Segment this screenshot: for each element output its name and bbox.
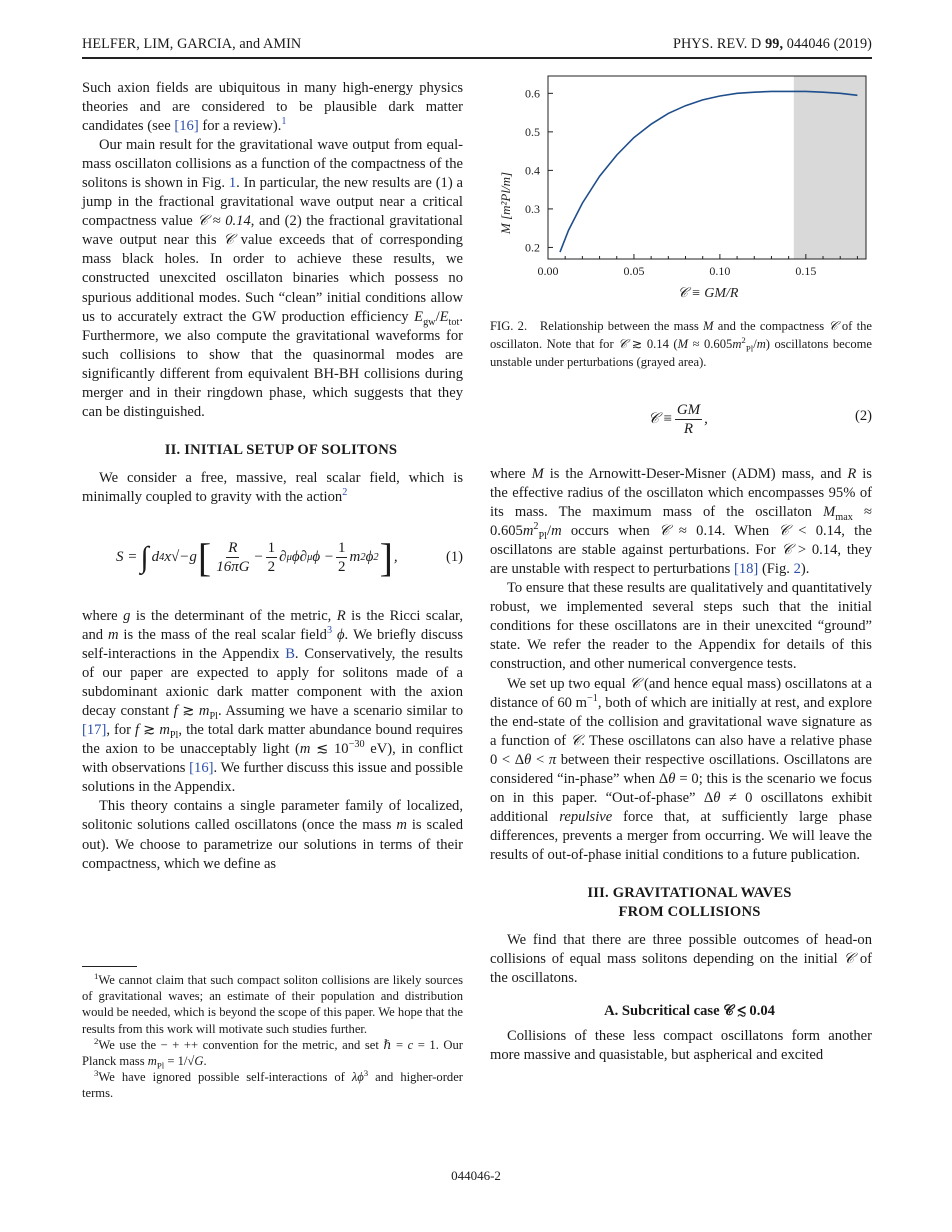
header-article: 044046 (2019) [786,36,872,52]
y-tick-label: 0.3 [525,201,540,216]
footnotes [82,972,463,1102]
section-3-title-line-1: III. GRAVITATIONAL WAVES [587,884,792,901]
section-2-title: II. INITIAL SETUP OF SOLITONS [164,441,398,458]
figure-2-caption: FIG. 2. Relationship between the mass M and the compactness 𝒞 of the oscillaton. Note that for 𝒞 ≳ 0.14 $(M \approx 0.605m^2_{Pl}/m)$ oscillatons become unstable under perturbations (grayed area). [490,319,873,370]
x-axis-label: 𝒞 ≡ GM/R [677,286,739,301]
paragraph-oscillatons: This theory contains a single parameter family of localized, solitonic solutions called oscillatons (once the mass m is scaled out). We choose to parametrize our solutions in terms of their compactness, which we define as [82,798,463,872]
header-citation [673,36,872,53]
footnote-1: $^1$We cannot claim that such compact soliton collisions are likely sources of gravitational waves; an estimate of their population and distribution would be needed, which is beyond the scope of this paper. We hope that the results from this work will motivate such studies further. [82,970,463,1036]
footnote-3-link[interactable]: 3 [326,625,333,637]
equation-2-body: 𝒞 ≡ $\frac{GM}{R}$ , [648,401,708,437]
caption-label: FIG. 2. [490,319,528,333]
page-number: 044046-2 [451,1168,501,1183]
paragraph-metric: where g is the determinant of the metric, R is the Ricci scalar, and m is the mass of the real scalar field$^3$ ϕ. We briefly discuss self-interactions in the Appendix B. Conservatively, the results of our paper are expected to apply for solitons made of a subdominant axionic dark matter component with the axion decay constant f ≳ $m_{Pl}$. Assuming we have a scenario similar to [17], for f ≳ $m_{Pl}$, the total dark matter abundance bound requires the axion to be unacceptably light (m ≲ $10^{-30}$ eV), in conflict with observations [16]. We further discuss this issue and possible solutions in the Appendix. [82,607,464,796]
appendix-b-link[interactable]: B [285,646,295,663]
y-tick-label: 0.6 [525,86,540,101]
ref-16-link[interactable]: [16] [174,118,199,135]
header-authors: HELFER, LIM, GARCIA, and AMIN [82,36,302,52]
y-axis-label: M [m²Pl/m] [498,171,513,235]
x-tick-label: 0.00 [537,264,559,278]
x-tick-label: 0.05 [623,264,645,278]
header-journal: PHYS. REV. D [672,36,762,52]
x-tick-label: 0.15 [795,264,817,278]
y-tick-label: 0.5 [525,124,540,139]
equation-2-number: (2) [854,408,872,424]
y-tick-label: 0.2 [525,240,540,255]
equation-1-number: (1) [445,548,463,565]
equation-1 [82,529,463,587]
ref-16-link-2[interactable]: [16] [189,760,214,777]
paragraph-robustness: To ensure that these results are qualitatively and quantitatively robust, we implemented several steps such that the initial conditions for these oscillatons are in their unexcited “ground” state. We refer the reader to the Appendix for details of this construction, and other numerical convergence tests. [490,580,872,673]
paragraph-setup: We set up two equal 𝒞 (and hence equal mass) oscillatons at a distance of 60 $m^{-1}$, both of which are initially at rest, and explore the end-state of the collision and gravitational wave signature as a function of 𝒞. These oscillatons can also have a relative phase 0 < Δθ < π between their respective oscillations. Oscillatons are considered “in-phase” when Δθ = 0; this is the scenario we focus on in this paper. “Out-of-phase” Δθ ≠ 0 oscillatons exhibit additional repulsive force that, at sufficiently large phase differences, prevents a merger from occurring. We will leave the results of out-of-phase initial conditions to a future publication. [490,675,873,863]
equation-2 [490,388,872,450]
ref-18-link[interactable]: [18] [733,561,759,578]
section-3-title-line-2: FROM COLLISIONS [618,903,761,920]
paragraph-action: We consider a free, massive, real scalar field, which is minimally coupled to gravity with the action$^2$ [82,469,463,505]
mass-compactness-chart [490,68,872,308]
fig-2-link[interactable]: 2 [793,561,801,578]
paragraph-axion: Such axion fields are ubiquitous in many high-energy physics theories and are considered to be plausible dark matter candidates (see [16] for a review).$^1$ [82,80,463,135]
footnote-1-link[interactable]: 1 [281,116,287,128]
paragraph-adm-mass: where M is the Arnowitt-Deser-Misner (ADM) mass, and R is the effective radius of the oscillaton which encompasses 95% of its mass. The maximum mass of the oscillaton $M_{max} \approx 0.605m^2_{Pl}/m$ occurs when 𝒞 ≈ 0.14. When 𝒞 < 0.14, the oscillatons are stable against perturbations. For 𝒞 > 0.14, they are unstable with respect to perturbations [18] (Fig. 2). [490,466,872,578]
footnote-rule [82,966,137,967]
footnote-2-link[interactable]: 2 [342,487,348,499]
x-tick-label: 0.10 [709,264,731,278]
unstable-region-shading [794,76,866,259]
footnote-3: $^3$We have ignored possible self-interactions of $\lambda\phi^3$ and higher-order terms. [82,1068,464,1101]
ref-17-link[interactable]: [17] [82,722,107,739]
header-rule [82,57,872,59]
running-header [82,36,872,56]
paragraph-subcritical: Collisions of these less compact oscillatons form another more massive and quasistable, but aspherical and excited [490,1028,872,1064]
y-tick-label: 0.4 [525,163,540,178]
figure-2 [490,68,872,308]
subsection-a-title: A. Subcritical case 𝒞 ≲ 0.04 [604,1003,775,1020]
footnote-2: $^2$We use the − + ++ convention for the metric, and set ℏ = c = 1. Our Planck mass $m_{Pl} = 1/√G$. [82,1035,463,1071]
left-column [82,79,463,874]
right-column [490,465,872,1065]
header-volume: 99, [765,36,784,52]
paragraph-main-result: Our main result for the gravitational wave output from equal-mass oscillaton collisions as a function of the compactness of the solitons is shown in Fig. 1. In particular, the new results are (1) a jump in the fractional gravitational wave output near a critical compactness value 𝒞 ≈ 0.14, and (2) the fractional gravitational wave output near this 𝒞 value exceeds that of corresponding mass black holes. In order to achieve these results, we constructed unexcited oscillaton binaries which possess no spurious additional modes. Such “clean” initial conditions allow us to accurately extract the GW production efficiency $E_{gw}/E_{tot}$. Furthermore, we also compute the gravitational waveforms for such collisions to show that the quasinormal modes are significantly different from equivalent BH-BH collisions during merger and in their ringdown phase, which suggests that they can be distinguished. [82,137,463,420]
equation-1-body: S = ∫ d 4 x√−g [ $\frac{R}{16\pi G}$ − $\frac{1}{2}$ ∂ μ ϕ∂ μ ϕ − $\frac{1}{2}$ m 2 ϕ 2 ] , [116,535,398,581]
fig-1-link[interactable]: 1 [228,175,237,192]
paragraph-outcomes: We find that there are three possible outcomes of head-on collisions of equal mass solitons depending on the initial 𝒞 of the oscillatons. [490,931,872,987]
